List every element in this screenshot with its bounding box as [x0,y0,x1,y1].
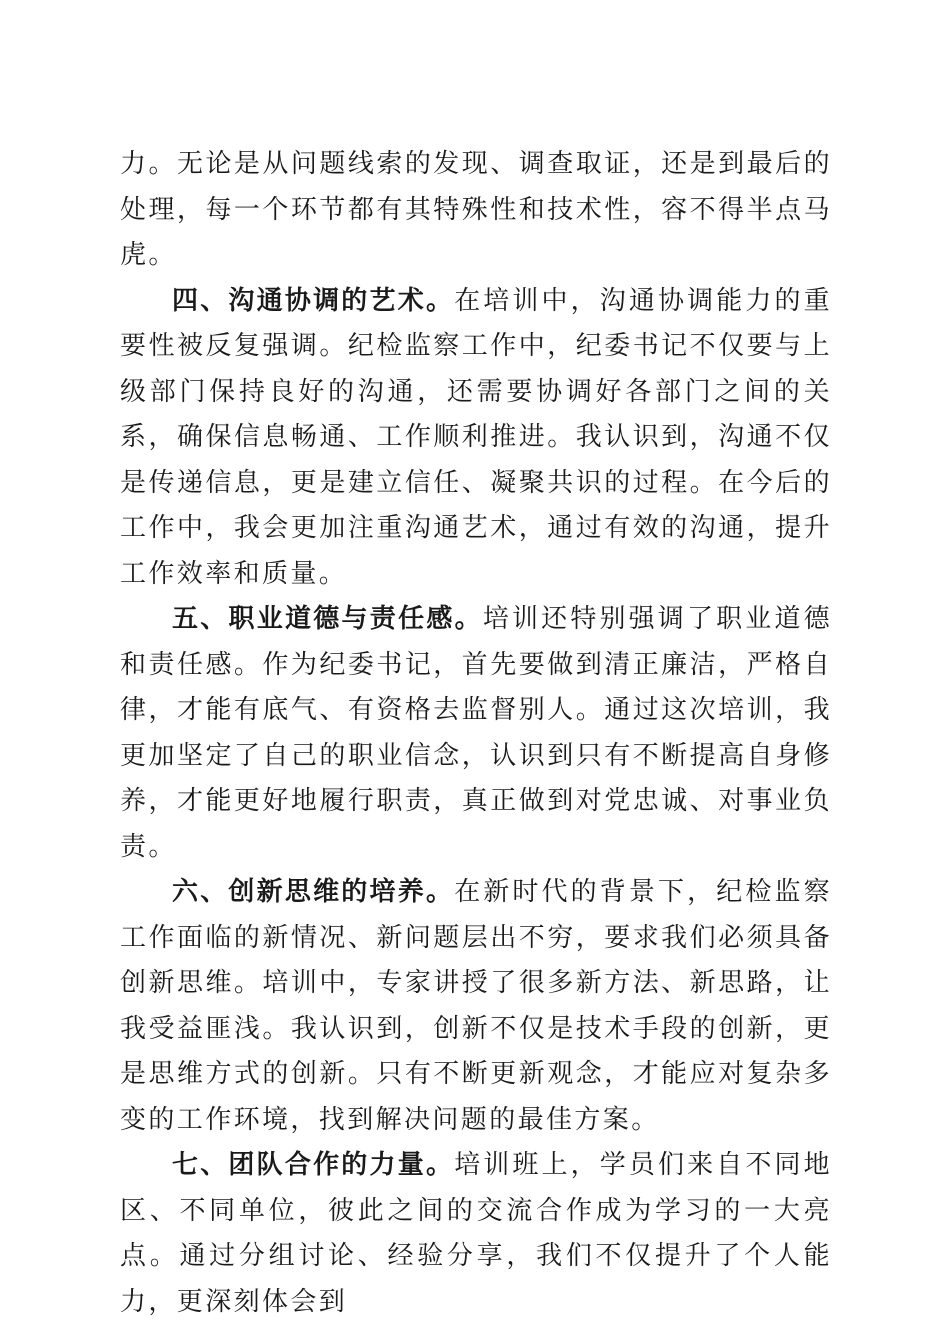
section-heading: 六、创新思维的培养。 [172,877,455,907]
paragraph-innovation [120,870,832,1143]
paragraph-text: 在新时代的背景下，纪检监察工作面临的新情况、新问题层出不穷，要求我们必须具备创新思维。培训中，专家讲授了很多新方法、新思路，让我受益匪浅。我认识到，创新不仅是技术手段的创新，更是思维方式的创新。只有不断更新观念，才能应对复杂多变的工作环境，找到解决问题的最佳方案。 [120,877,832,1135]
paragraph-text: 力。无论是从问题线索的发现、调查取证，还是到最后的处理，每一个环节都有其特殊性和技术性，容不得半点马虎。 [120,149,832,270]
paragraph-teamwork [120,1143,832,1325]
section-heading: 五、职业道德与责任感。 [172,604,483,634]
section-heading: 七、团队合作的力量。 [172,1150,455,1180]
paragraph-text: 在培训中，沟通协调能力的重要性被反复强调。纪检监察工作中，纪委书记不仅要与上级部门保持良好的沟通，还需要协调好各部门之间的关系，确保信息畅通、工作顺利推进。我认识到，沟通不仅是传递信息，更是建立信任、凝聚共识的过程。在今后的工作中，我会更加注重沟通艺术，通过有效的沟通，提升工作效率和质量。 [120,285,832,589]
paragraph-text: 培训还特别强调了职业道德和责任感。作为纪委书记，首先要做到清正廉洁，严格自律，才能有底气、有资格去监督别人。通过这次培训，我更加坚定了自己的职业信念，认识到只有不断提高自身修养，才能更好地履行职责，真正做到对党忠诚、对事业负责。 [120,604,832,862]
paragraph-continuation [120,142,832,279]
paragraph-communication [120,279,832,598]
document-page [120,142,832,1325]
paragraph-ethics [120,597,832,870]
section-heading: 四、沟通协调的艺术。 [172,285,455,316]
paragraph-text: 培训班上，学员们来自不同地区、不同单位，彼此之间的交流合作成为学习的一大亮点。通过分组讨论、经验分享，我们不仅提升了个人能力，更深刻体会到 [120,1150,832,1317]
